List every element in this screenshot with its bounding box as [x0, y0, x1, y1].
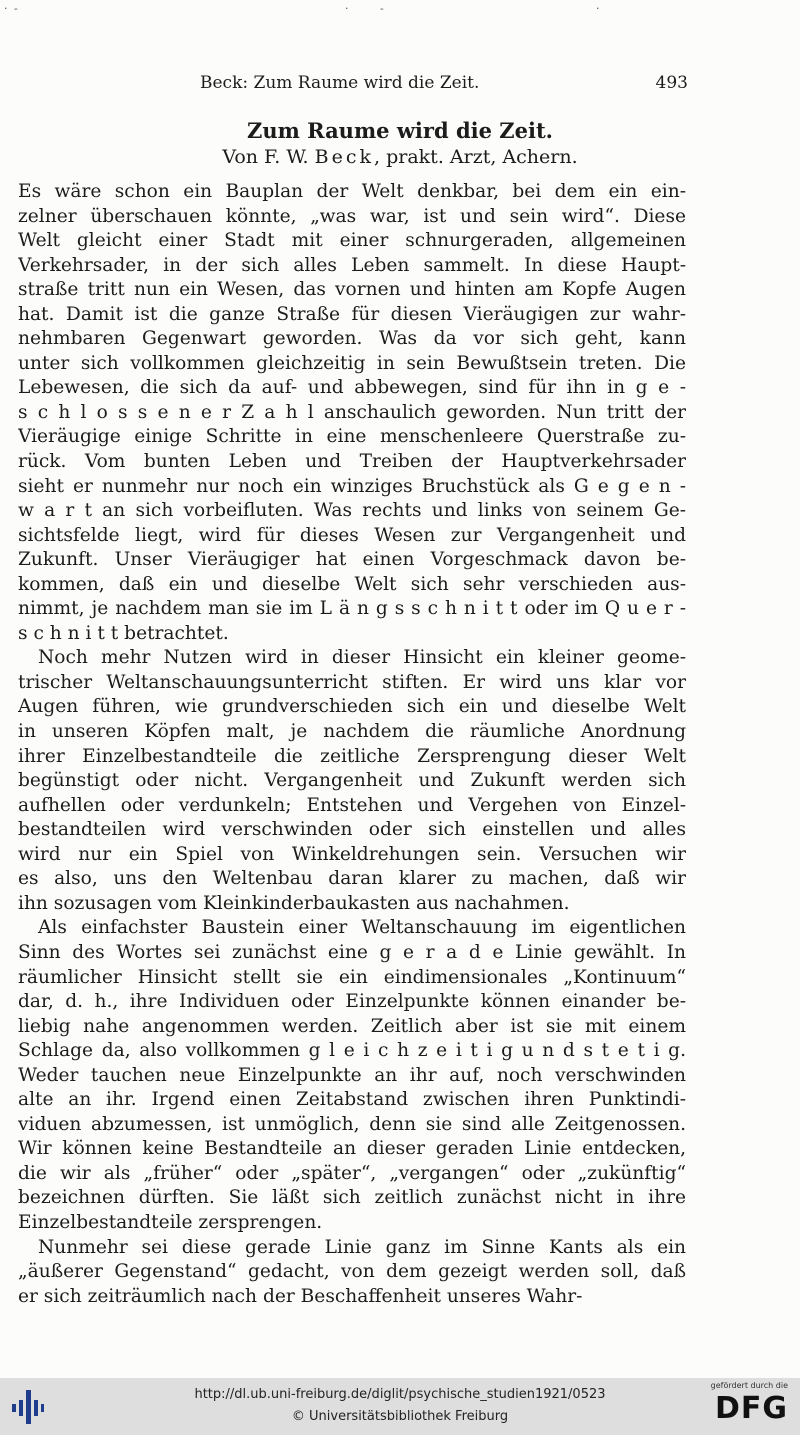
text-line: kommen, daß ein und dieselbe Welt sich sehr verschieden aus- — [18, 573, 686, 595]
text-line: Als einfachster Baustein einer Weltanschauung im eigentlichen — [38, 917, 686, 939]
byline — [0, 146, 800, 168]
text-line: trischer Weltanschauungsunterricht stiften. Er wird uns klar vor — [18, 671, 686, 693]
text-line: s c h l o s s e n e r Z a h l anschaulich geworden. Nun tritt der — [18, 401, 686, 423]
dfg-logo: DFG — [714, 1391, 788, 1426]
dfg-funding-note: gefördert durch die — [710, 1381, 788, 1390]
text-line: er sich zeiträumlich nach der Beschaffenheit unseres Wahr- — [18, 1285, 583, 1307]
text-line: wird nur ein Spiel von Winkeldrehungen sein. Versuchen wir — [18, 843, 686, 865]
text-line: Zukunft. Unser Vieräugiger hat einen Vorgeschmack davon be- — [18, 549, 686, 571]
text-line: viduen abzumessen, ist unmöglich, denn sie sind alle Zeitgenossen. — [18, 1113, 686, 1135]
text-line: Noch mehr Nutzen wird in dieser Hinsicht ein kleiner geome- — [38, 647, 686, 669]
page-number: 493 — [655, 73, 688, 93]
text-line: rück. Vom bunten Leben und Treiben der Hauptverkehrsader — [18, 451, 686, 473]
text-line: bestandteilen wird verschwinden oder sich einstellen und alles — [18, 819, 686, 841]
text-line: in unseren Köpfen malt, je nachdem die räumliche Anordnung — [18, 721, 686, 743]
text-line: es also, uns den Weltenbau daran klarer zu machen, daß wir — [18, 868, 686, 890]
text-line: ihrer Einzelbestandteile die zeitliche Zersprengung dieser Welt — [18, 745, 686, 767]
source-url-link[interactable]: http://dl.ub.uni-freiburg.de/diglit/psychische_studien1921/0523 — [194, 1387, 606, 1402]
footer-bar — [0, 1378, 800, 1435]
byline-suffix: , prakt. Arzt, Achern. — [374, 146, 578, 168]
text-line: w a r t an sich vorbeifluten. Was rechts und links von seinem Ge- — [18, 500, 686, 522]
text-line: hat. Damit ist die ganze Straße für diesen Vieräugigen zur wahr- — [18, 303, 686, 325]
article-body — [18, 180, 686, 1309]
text-line: Nunmehr sei diese gerade Linie ganz im Sinne Kants als ein — [38, 1236, 686, 1258]
text-line: Einzelbestandteile zersprengen. — [18, 1211, 323, 1233]
text-line: Verkehrsader, in der sich alles Leben sammelt. In diese Haupt- — [18, 254, 686, 276]
text-line: aufhellen oder verdunkeln; Entstehen und Vergehen von Einzel- — [18, 794, 686, 816]
text-line: „äußerer Gegenstand“ gedacht, von dem gezeigt werden soll, daß — [18, 1261, 686, 1283]
byline-prefix: Von F. W. — [222, 146, 309, 168]
text-line: Augen führen, wie grundverschieden sich ein und dieselbe Welt — [18, 696, 686, 718]
text-line: bezeichnen dürften. Sie läßt sich zeitlich zunächst nicht in ihre — [18, 1187, 686, 1209]
scan-edge-marks: · - · - · — [4, 2, 600, 15]
text-line: Weder tauchen neue Einzelpunkte an ihr auf, noch verschwinden — [18, 1064, 686, 1086]
text-line: nimmt, je nachdem man sie im L ä n g s s c h n i t t oder im Q u e r - — [18, 598, 686, 620]
text-line: Schlage da, also vollkommen g l e i c h z e i t i g u n d s t e t i g. — [18, 1040, 686, 1062]
text-line: alte an ihr. Irgend einen Zeitabstand zwischen ihren Punktindi- — [18, 1089, 686, 1111]
text-line: ihn sozusagen vom Kleinkinderbaukasten aus nachahmen. — [18, 892, 570, 914]
text-line: zelner überschauen könnte, „was war, ist und sein wird“. Diese — [18, 205, 686, 227]
text-line: liebig nahe angenommen werden. Zeitlich aber ist sie mit einem — [18, 1015, 686, 1037]
text-line: dar, d. h., ihre Individuen oder Einzelpunkte können einander be- — [18, 991, 686, 1013]
text-line: sichtsfelde liegt, wird für dieses Wesen zur Vergangenheit und — [18, 524, 686, 546]
text-line: Welt gleicht einer Stadt mit einer schnurgeraden, allgemeinen — [18, 230, 686, 252]
text-line: Sinn des Wortes sei zunächst eine g e r a d e Linie gewählt. In — [18, 941, 686, 963]
text-line: Lebewesen, die sich da auf- und abbewegen, sind für ihn in g e - — [18, 377, 686, 399]
text-line: Es wäre schon ein Bauplan der Welt denkbar, bei dem ein ein- — [18, 181, 686, 202]
text-line: Wir können keine Bestandteile an dieser geraden Linie entdecken, — [18, 1138, 686, 1160]
text-line: straße tritt nun ein Wesen, das vornen und hinten am Kopfe Augen — [18, 279, 686, 301]
text-line: unter sich vollkommen gleichzeitig in sein Bewußtsein treten. Die — [18, 352, 686, 374]
author-name: Beck — [314, 146, 375, 168]
text-line: Vieräugige einige Schritte in eine menschenleere Querstraße zu- — [18, 426, 686, 448]
text-line: begünstigt oder nicht. Vergangenheit und Zukunft werden sich — [18, 770, 686, 792]
copyright-notice: © Universitätsbibliothek Freiburg — [291, 1409, 509, 1424]
text-line: die wir als „früher“ oder „später“, „vergangen“ oder „zukünftig“ — [18, 1162, 686, 1184]
article-title: Zum Raume wird die Zeit. — [247, 118, 553, 143]
running-head — [200, 73, 688, 93]
text-line: sieht er nunmehr nur noch ein winziges Bruchstück als G e g e n - — [18, 475, 686, 497]
text-line: s c h n i t t betrachtet. — [18, 622, 229, 644]
text-line: nehmbaren Gegenwart geworden. Was da vor sich geht, kann — [18, 328, 686, 350]
running-head-title: Beck: Zum Raume wird die Zeit. — [200, 73, 480, 93]
text-line: räumlicher Hinsicht stellt sie ein eindimensionales „Kontinuum“ — [18, 966, 686, 988]
